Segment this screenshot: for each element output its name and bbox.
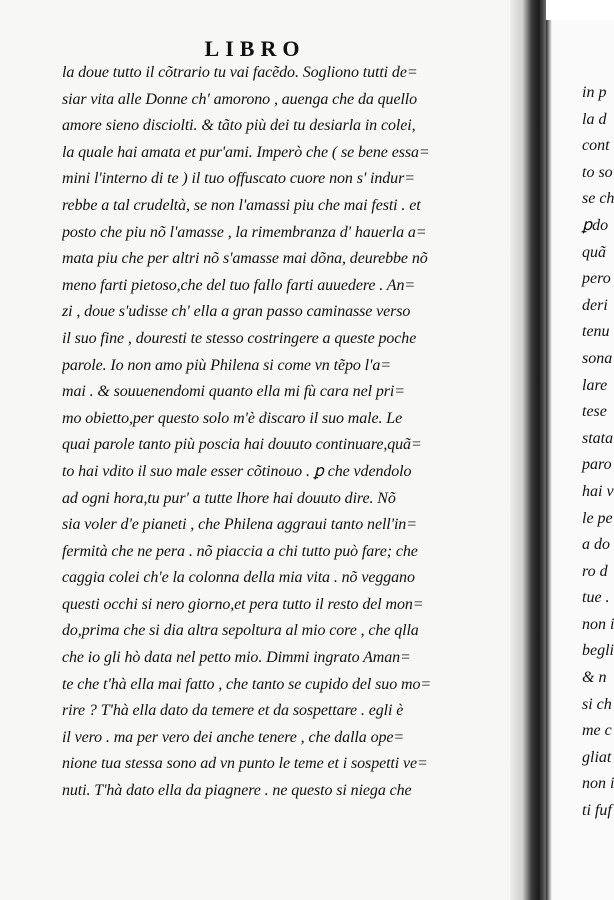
text-line: pero — [582, 270, 611, 288]
text-line: ꝑdo — [582, 216, 609, 234]
text-line: la quale hai amata et pur'ami. Imperò che ( se bene essa= — [62, 143, 430, 161]
text-line: tue . — [582, 589, 610, 607]
text-line: me c — [582, 722, 612, 740]
text-line: te che t'hà ella mai fatto , che tanto se cupido del suo mo= — [62, 675, 432, 693]
text-line: deri — [582, 296, 608, 314]
text-line: amore sieno disciolti. & tãto più dei tu desiarla in colei, — [62, 117, 416, 135]
text-line: in p — [582, 84, 607, 101]
text-line: la doue tutto il cõtrario tu vai facẽdo. Sogliono tutti de= — [62, 64, 418, 81]
text-line: si ch — [582, 695, 612, 713]
text-line: to so — [582, 163, 613, 181]
text-line: do,prima che si dia altra sepoltura al mio core , che qlla — [62, 622, 419, 640]
text-line: fermità che ne pera . nõ piaccia a chi tutto può fare; che — [62, 542, 418, 560]
text-line: tenu — [582, 323, 610, 341]
right-page-text — [582, 80, 614, 825]
text-line: begli — [582, 642, 614, 660]
text-line: caggia colei ch'e la colonna della mia vita . nõ veggano — [62, 569, 415, 587]
text-line: ad ogni hora,tu pur' a tutte lhore hai douuto dire. Nõ — [62, 489, 396, 507]
text-line: mata piu che per altri nõ s'amasse mai dõna, deurebbe nõ — [62, 250, 428, 268]
text-line: sia voler d'e pianeti , che Philena aggraui tanto nell'in= — [62, 516, 417, 534]
text-line: non i — [582, 775, 614, 793]
text-line: ro d — [582, 562, 608, 580]
left-page-text — [62, 60, 502, 805]
text-line: parole. Io non amo più Philena si come vn tẽpo l'a= — [62, 356, 391, 374]
text-line: sona — [582, 349, 613, 367]
text-line: questi occhi si nero giorno,et pera tutto il resto del mon= — [62, 595, 424, 613]
text-line: rebbe a tal crudeltà, se non l'amassi piu che mai festi . et — [62, 196, 421, 214]
text-line: to hai vdito il suo male esser cõtinouo . ꝑ che vdendolo — [62, 462, 412, 480]
text-line: zi , doue s'udisse ch' ella a gran passo caminasse verso — [62, 303, 411, 321]
right-page — [546, 20, 614, 900]
text-line: la d — [582, 110, 607, 128]
text-line: che io gli hò data nel petto mio. Dimmi ingrato Aman= — [62, 649, 411, 667]
text-line: rire ? T'hà ella dato da temere et da sospettare . egli è — [62, 702, 404, 720]
text-line: ti fuf — [582, 802, 612, 820]
text-line: il suo fine , douresti te stesso costringere a queste poche — [62, 329, 417, 347]
text-line: il vero . ma per vero dei anche tenere , che dalla ope= — [62, 728, 405, 746]
text-line: siar vita alle Donne ch' amorono , auenga che da quello — [62, 90, 418, 108]
text-line: posto che piu nõ l'amasse , la rimembranza d' hauerla a= — [62, 223, 427, 241]
text-line: se ch — [582, 190, 614, 208]
text-line: nuti. T'hà dato ella da piagnere . ne questo si niega che — [62, 782, 412, 800]
text-line: nione tua stessa sono ad vn punto le teme et i sospetti ve= — [62, 755, 428, 773]
text-line: stata — [582, 429, 614, 447]
text-line: quai parole tanto più poscia hai douuto continuare,quã= — [62, 436, 422, 454]
book-gutter — [510, 0, 546, 900]
text-line: mini l'interno di te ) il tuo offuscato cuore non s' indur= — [62, 170, 415, 188]
text-line: a do — [582, 536, 610, 554]
text-line: le pe — [582, 509, 613, 527]
text-line: hai v — [582, 482, 614, 500]
running-head: LIBRO — [204, 36, 306, 61]
text-line: tese — [582, 403, 607, 421]
text-line: & n — [582, 669, 607, 687]
text-line: cont — [582, 137, 610, 155]
text-line: gliat — [582, 748, 612, 766]
text-line: lare — [582, 376, 608, 394]
text-line: non i — [582, 615, 614, 633]
text-line: meno farti pietoso,che del tuo fallo farti auuedere . An= — [62, 276, 416, 294]
text-line: mai . & souuenendomi quanto ella mi fù cara nel pri= — [62, 383, 405, 401]
text-line: paro — [582, 456, 612, 474]
text-line: mo obietto,per questo solo m'è discaro il suo male. Le — [62, 409, 403, 427]
text-line: quã — [582, 243, 606, 261]
